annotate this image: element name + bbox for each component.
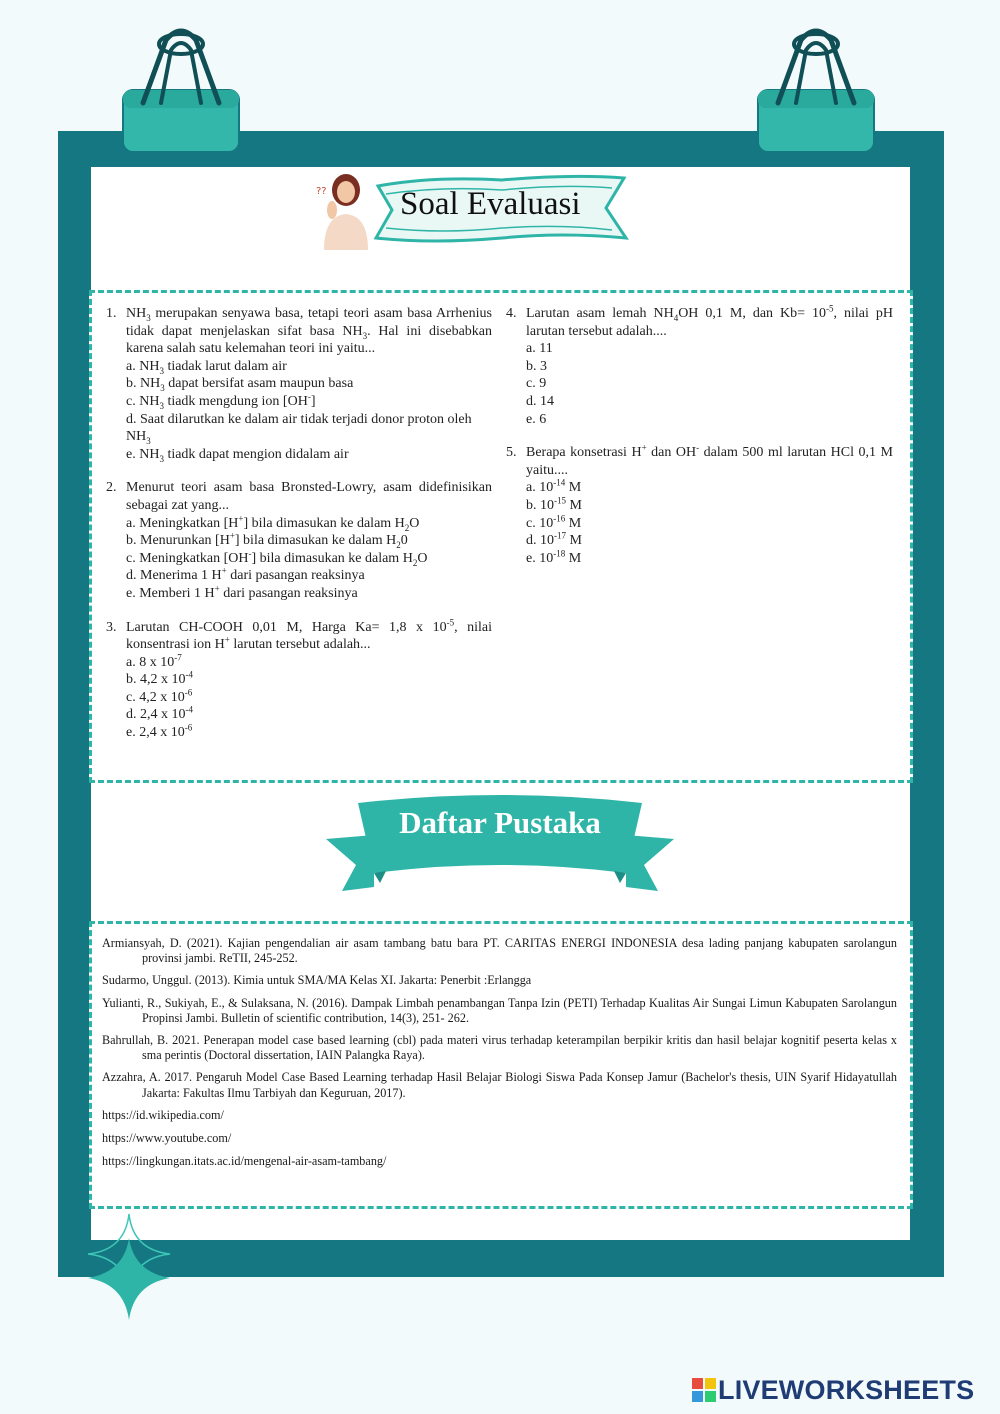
answer-option[interactable]: e. 6 <box>526 411 547 427</box>
page-title: Soal Evaluasi <box>400 186 581 222</box>
references-list <box>102 936 897 1177</box>
references-banner <box>322 795 678 895</box>
answer-option[interactable]: e. Memberi 1 H+ dari pasangan reaksinya <box>126 583 358 601</box>
svg-text:??: ?? <box>316 186 327 197</box>
question-text: $NH_3$ merupakan senyawa basa, tetapi teori asam basa Arrhenius tidak dapat menjelaskan sifat basa $NH_3$. Hal ini disebabkan karena salah satu kelemahan teori ini yaitu... <box>126 306 492 357</box>
answer-option[interactable]: c. 9 <box>526 376 547 392</box>
answer-option[interactable]: b. 4,2 x $10^{-4}$ <box>126 669 193 688</box>
answer-options <box>106 512 492 603</box>
question-number: 5. <box>506 445 517 461</box>
question-number: 3. <box>106 619 117 635</box>
answer-option[interactable]: d. Menerima 1 H+ dari pasangan reaksinya <box>126 565 365 584</box>
question-item <box>106 479 492 602</box>
reference-item: Sudarmo, Unggul. (2013). Kimia untuk SMA/MA Kelas XI. Jakarta: Penerbit :Erlangga <box>102 973 532 988</box>
reference-item: Bahrullah, B. 2021. Penerapan model case based learning (cbl) pada materi virus terhadap keterampilan berpikir kritis dan hasil belajar kognitif peserta kelas x sma perintis (Doctoral dissertation, IAIN Palangka Raya). <box>102 1033 897 1063</box>
answer-options <box>106 654 492 742</box>
answer-option[interactable]: a. $10^{-14}$ M <box>526 477 582 496</box>
question-number: 1. <box>106 306 117 321</box>
thinking-girl-icon <box>312 170 374 250</box>
questions-column-left <box>106 305 492 758</box>
reference-url[interactable]: https://id.wikipedia.com/ <box>102 1107 224 1122</box>
answer-option[interactable]: e. 2,4 x $10^{-6}$ <box>126 722 193 741</box>
question-item <box>506 444 893 567</box>
answer-option[interactable]: b. $NH_3$ dapat bersifat asam maupun basa <box>126 376 354 394</box>
answer-option[interactable]: d. 2,4 x $10^{-4}$ <box>126 704 193 723</box>
answer-option[interactable]: a. 11 <box>526 341 553 357</box>
question-text: Menurut teori asam basa Bronsted-Lowry, asam didefinisikan sebagai zat yang... <box>126 480 492 513</box>
answer-options <box>506 340 893 428</box>
answer-option[interactable]: d. 14 <box>526 393 554 409</box>
answer-options <box>506 479 893 567</box>
answer-option[interactable]: d. Saat dilarutkan ke dalam air tidak terjadi donor proton oleh $NH_3$ <box>126 411 472 446</box>
reference-item: Armiansyah, D. (2021). Kajian pengendalian air asam tambang batu bara PT. CARITAS ENERGI INDONESIA desa lading panjang kabupaten sarolangun provinsi jambi. ReTII, 245-252. <box>102 936 897 966</box>
question-number: 4. <box>506 306 517 321</box>
answer-option[interactable]: e. $10^{-18}$ M <box>526 548 582 566</box>
reference-url[interactable]: https://lingkungan.itats.ac.id/mengenal-air-asam-tambang/ <box>102 1154 387 1169</box>
answer-option[interactable]: c. $NH_3$ tiadk mengdung ion [OH-] <box>126 391 316 411</box>
answer-option[interactable]: a. 8 x $10^{-7}$ <box>126 652 182 670</box>
reference-url[interactable]: https://www.youtube.com/ <box>102 1131 232 1146</box>
answer-option[interactable]: c. $10^{-16}$ M <box>526 512 582 531</box>
binder-clip-icon <box>121 28 241 153</box>
answer-option[interactable]: e. $NH_3$ tiadk dapat mengion didalam air <box>126 446 349 464</box>
reference-item: Yulianti, R., Sukiyah, E., & Sulaksana, N. (2016). Dampak Limbah penambangan Tanpa Izin (PETI) Terhadap Kualitas Air Sungai Limun Kabupaten Sarolangun Propinsi Jambi. Bulletin of scientific contribution, 14(3), 251- 262. <box>102 995 897 1025</box>
question-item <box>506 305 893 428</box>
questions-column-right <box>506 305 893 583</box>
questions-box <box>89 290 913 783</box>
sparkle-star-icon <box>86 1212 172 1322</box>
question-item <box>106 305 492 463</box>
answer-options <box>106 358 492 464</box>
question-item <box>106 616 492 742</box>
title-block <box>312 170 632 250</box>
question-text: Larutan asam lemah $NH_4OH$ 0,1 M, dan $Kb= 10^{-5}$, nilai pH larutan tersebut adalah.... <box>526 303 893 339</box>
answer-option[interactable]: a. $NH_3$ tiadak larut dalam air <box>126 358 287 376</box>
answer-option[interactable]: b. Menurunkan [H+] bila dimasukan ke dalam $H_20$ <box>126 530 408 550</box>
question-text: Berapa konsetrasi H+ dan OH- dalam 500 ml larutan HCl 0,1 M yaitu.... <box>526 442 893 478</box>
answer-option[interactable]: a. Meningkatkan [H+] bila dimasukan ke dalam $H_2O$ <box>126 512 420 533</box>
liveworksheets-brand <box>692 1375 974 1405</box>
references-title: Daftar Pustaka <box>399 805 601 840</box>
liveworksheets-logo-icon <box>692 1378 716 1402</box>
brand-name: LIVEWORKSHEETS <box>718 1374 975 1405</box>
answer-option[interactable]: b. 3 <box>526 358 547 374</box>
reference-item: Azzahra, A. 2017. Pengaruh Model Case Based Learning terhadap Hasil Belajar Biologi Siswa Pada Konsep Jamur (Bachelor's thesis, UIN Syarif Hidayatullah Jakarta: Fakultas Ilmu Tarbiyah dan Keguruan, 2017). <box>102 1070 897 1100</box>
answer-option[interactable]: c. 4,2 x $10^{-6}$ <box>126 687 193 705</box>
binder-clip-icon <box>756 28 876 153</box>
references-box <box>89 921 913 1209</box>
question-number: 2. <box>106 480 117 496</box>
answer-option[interactable]: c. Meningkatkan [OH-] bila dimasukan ke dalam $H_2O$ <box>126 548 428 568</box>
answer-option[interactable]: b. $10^{-15}$ M <box>526 495 582 513</box>
question-text: Larutan CH-COOH 0,01 M, Harga Ka= 1,8 x $10^{-5}$, nilai konsentrasi ion H+ larutan tersebut adalah... <box>126 616 492 653</box>
answer-option[interactable]: d. $10^{-17}$ M <box>526 530 582 549</box>
